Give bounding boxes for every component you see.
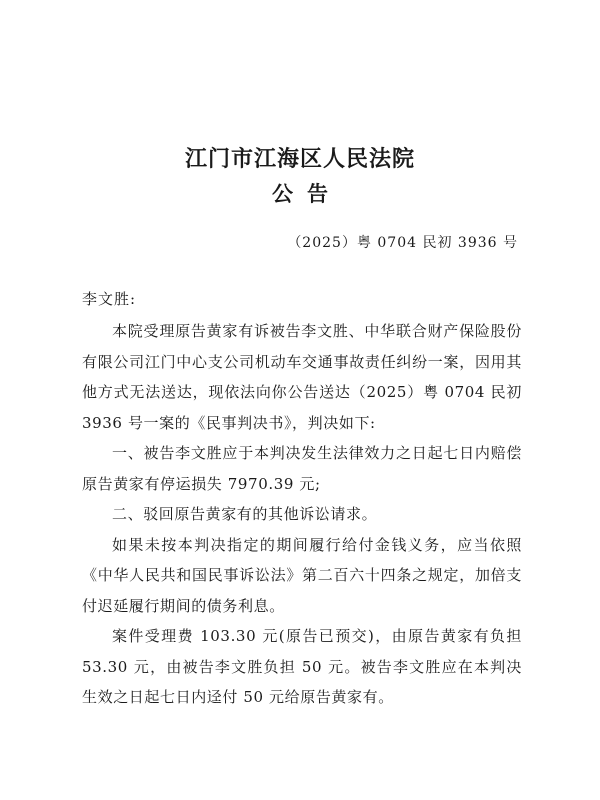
paragraph-judgment-item-1: 一、被告李文胜应于本判决发生法律效力之日起七日内赔偿原告黄家有停运损失 7970.39 元; bbox=[82, 444, 522, 493]
court-name: 江门市江海区人民法院 bbox=[184, 146, 415, 172]
addressee: 李文胜: bbox=[82, 290, 137, 308]
paragraph-court-fees: 案件受理费 103.30 元(原告已预交)，由原告黄家有负担 53.30 元，由被告李文胜负担 50 元。被告李文胜应在本判决生效之日起七日内迳付 50 元给原告黄家有。 bbox=[82, 627, 522, 706]
document-title: 公告 bbox=[272, 181, 342, 206]
paragraph-case-intro: 本院受理原告黄家有诉被告李文胜、中华联合财产保险股份有限公司江门中心支公司机动车交通事故责任纠纷一案，因用其他方式无法送达，现依法向你公告送达（2025）粤 0704 民初 3936 号一案的《民事判决书》，判决如下: bbox=[82, 322, 522, 432]
notice-body bbox=[82, 316, 522, 713]
paragraph-late-payment: 如果未按本判决指定的期间履行给付金钱义务，应当依照《中华人民共和国民事诉讼法》第二百六十四条之规定，加倍支付迟延履行期间的债务利息。 bbox=[82, 535, 522, 615]
case-number: （2025）粤 0704 民初 3936 号 bbox=[287, 235, 518, 251]
paragraph-judgment-item-2: 二、驳回原告黄家有的其他诉讼请求。 bbox=[112, 505, 378, 523]
